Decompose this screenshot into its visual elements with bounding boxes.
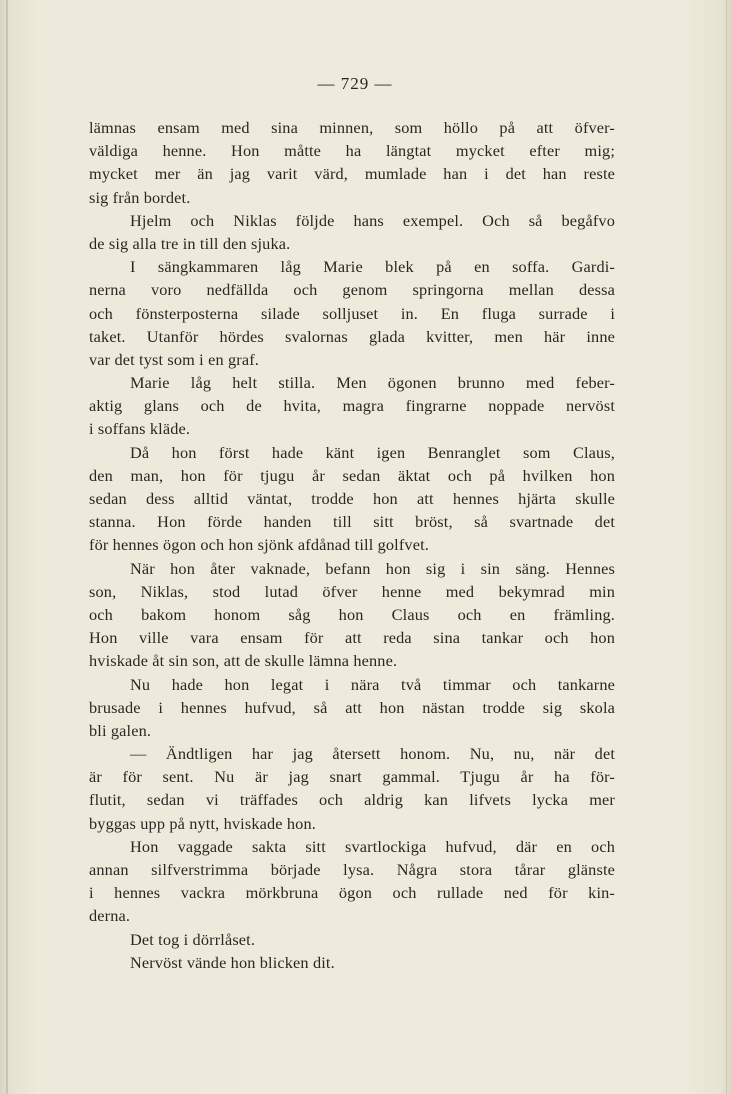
- text-line: annan silfverstrimma började lysa. Några stora tårar glänste: [89, 860, 615, 879]
- text-line: byggas upp på nytt, hviskade hon.: [89, 813, 316, 833]
- text-line: sig från bordet.: [89, 187, 191, 207]
- text-line: derna.: [89, 906, 131, 926]
- text-line: När hon åter vaknade, befann hon sig i sin säng. Hennes: [130, 558, 615, 578]
- text-line: lämnas ensam med sina minnen, som höllo på att öfver-: [89, 118, 615, 137]
- text-line: i soffans kläde.: [89, 419, 191, 439]
- text-line: Nu hade hon legat i nära två timmar och tankarne: [130, 674, 615, 694]
- text-line: hviskade åt sin son, att de skulle lämna henne.: [89, 651, 398, 671]
- text-line: I sängkammaren låg Marie blek på en soffa. Gardi-: [130, 257, 615, 277]
- text-line: nerna voro nedfällda och genom springorna mellan dessa: [89, 280, 615, 300]
- text-line: taket. Utanför hördes svalornas glada kvitter, men här inne: [89, 326, 615, 346]
- page-number: — 729 —: [317, 74, 393, 93]
- text-line: den man, hon för tjugu år sedan äktat och på hvilken hon: [89, 465, 615, 485]
- page-right-edge: [726, 0, 727, 1094]
- text-line: sedan dess alltid väntat, trodde hon att hennes hjärta skulle: [89, 489, 615, 508]
- text-line: Nervöst vände hon blicken dit.: [130, 952, 335, 972]
- text-line: Då hon först hade känt igen Benranglet som Claus,: [130, 442, 615, 462]
- text-line: är för sent. Nu är jag snart gammal. Tjugu år ha för-: [89, 767, 615, 787]
- text-line: Det tog i dörrlåset.: [130, 929, 256, 949]
- text-line: var det tyst som i en graf.: [89, 349, 259, 369]
- text-line: Hjelm och Niklas följde hans exempel. Och så begåfvo: [130, 210, 615, 230]
- text-line: bli galen.: [89, 720, 152, 740]
- text-line: och fönsterposterna silade solljuset in. En fluga surrade i: [89, 303, 615, 323]
- text-line: väldiga henne. Hon måtte ha längtat mycket efter mig;: [89, 141, 615, 161]
- text-line: mycket mer än jag varit värd, mumlade han i det han reste: [89, 164, 615, 184]
- text-line: de sig alla tre in till den sjuka.: [89, 233, 291, 253]
- text-line: stanna. Hon förde handen till sitt bröst, så svartnade det: [89, 512, 615, 532]
- text-line: Hon ville vara ensam för att reda sina tankar och hon: [89, 628, 615, 648]
- page-left-edge: [6, 0, 8, 1094]
- text-line: flutit, sedan vi träffades och aldrig kan lifvets lycka mer: [89, 790, 615, 810]
- text-line: Hon vaggade sakta sitt svartlockiga hufvud, där en och: [130, 836, 615, 856]
- text-line: son, Niklas, stod lutad öfver henne med bekymrad min: [89, 581, 615, 601]
- text-line: aktig glans och de hvita, magra fingrarne noppade nervöst: [89, 396, 615, 416]
- text-line: i hennes vackra mörkbruna ögon och rullade ned för kin-: [89, 883, 615, 903]
- text-line: för hennes ögon och hon sjönk afdånad till golfvet.: [89, 535, 429, 555]
- text-line: och bakom honom såg hon Claus och en främling.: [89, 604, 615, 624]
- text-line: brusade i hennes hufvud, så att hon nästan trodde sig skola: [89, 697, 615, 717]
- body-text: [89, 116, 615, 974]
- text-line: — Ändtligen har jag återsett honom. Nu, nu, när det: [130, 744, 615, 764]
- text-line: Marie låg helt stilla. Men ögonen brunno med feber-: [130, 373, 615, 393]
